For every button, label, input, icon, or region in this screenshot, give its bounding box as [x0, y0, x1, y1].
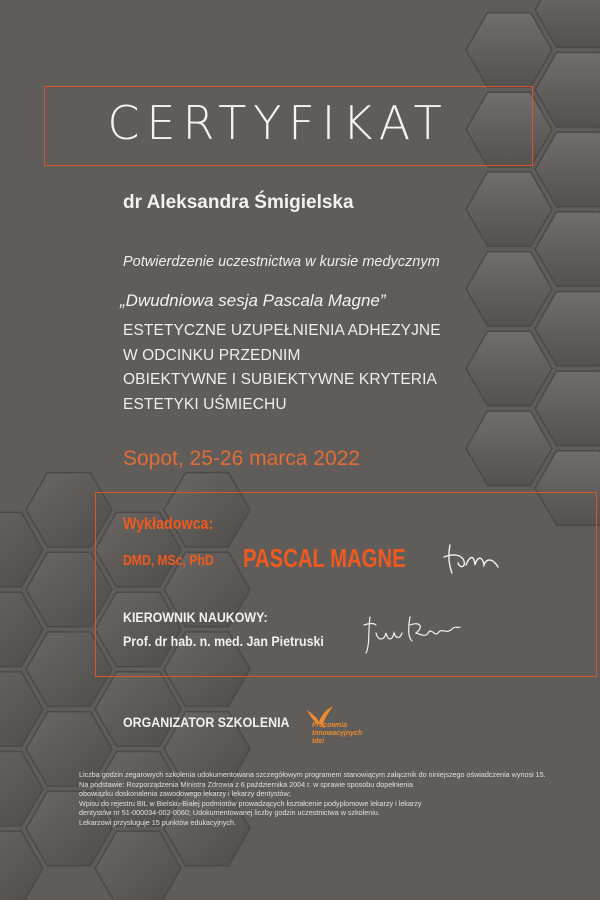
lecturer-signature: [440, 537, 502, 577]
lecturer-degrees: DMD, MSc, PhD: [123, 553, 214, 569]
logo-text-line: Innowacyjnych: [312, 730, 363, 737]
footnote-line: Liczba godzin zegarowych szkolenia udokumentowana szczegółowym programem stanowiącym załącznik do niniejszego oświadczenia wynosi 15.: [79, 770, 546, 779]
place-and-date: Sopot, 25-26 marca 2022: [123, 447, 360, 470]
supervisor-label: KIEROWNIK NAUKOWY:: [123, 610, 268, 625]
organizer-logo-text: [312, 722, 363, 746]
certificate-title: CERTYFIKAT: [107, 96, 449, 150]
course-topic-line: OBIEKTYWNE I SUBIEKTYWNE KRYTERIA: [123, 371, 437, 388]
course-topic: [123, 319, 441, 417]
recipient-name: dr Aleksandra Śmigielska: [123, 192, 354, 213]
course-name: „Dwudniowa sesja Pascala Magne”: [120, 291, 386, 310]
footnote-line: Lekarzowi przysługuje 15 punktów edukacyjnych.: [79, 817, 237, 827]
logo-text-line: Pracownia: [312, 722, 348, 729]
course-topic-line: W ODCINKU PRZEDNIM: [123, 346, 301, 364]
course-topic-line: ESTETYKI UŚMIECHU: [123, 395, 287, 413]
supervisor-signature: [362, 611, 462, 656]
lecturer-label: Wykładowca:: [123, 514, 214, 533]
legal-footnote: [79, 770, 579, 828]
logo-text-line: Idei: [312, 738, 325, 745]
organizer-label: ORGANIZATOR SZKOLENIA: [123, 715, 290, 730]
footnote-line: Na podstawie: Rozporządzenia Ministra Zdrowia z 6 października 2004 r. w sprawie sposobu dopełnienia: [79, 779, 414, 789]
footnote-line: Wpisu do rejestru BIL w Bielsku-Białej podmiotów prowadzących kształcenie podyplomowe lekarzy i lekarzy: [79, 798, 422, 808]
footnote-line: obowiązku doskonalenia zawodowego lekarzy i lekarzy dentystów;: [79, 789, 291, 799]
footnote-line: dentystów nr 51-000034-002-0060; Udokumentowanej liczby godzin uczestnictwa w szkoleniu.: [79, 808, 380, 818]
lecturer-name: PASCAL MAGNE: [243, 543, 406, 573]
confirmation-text: Potwierdzenie uczestnictwa w kursie medycznym: [123, 254, 440, 270]
course-topic-line: ESTETYCZNE UZUPEŁNIENIA ADHEZYJNE: [123, 322, 441, 339]
supervisor-name: Prof. dr hab. n. med. Jan Pietruski: [123, 634, 324, 649]
